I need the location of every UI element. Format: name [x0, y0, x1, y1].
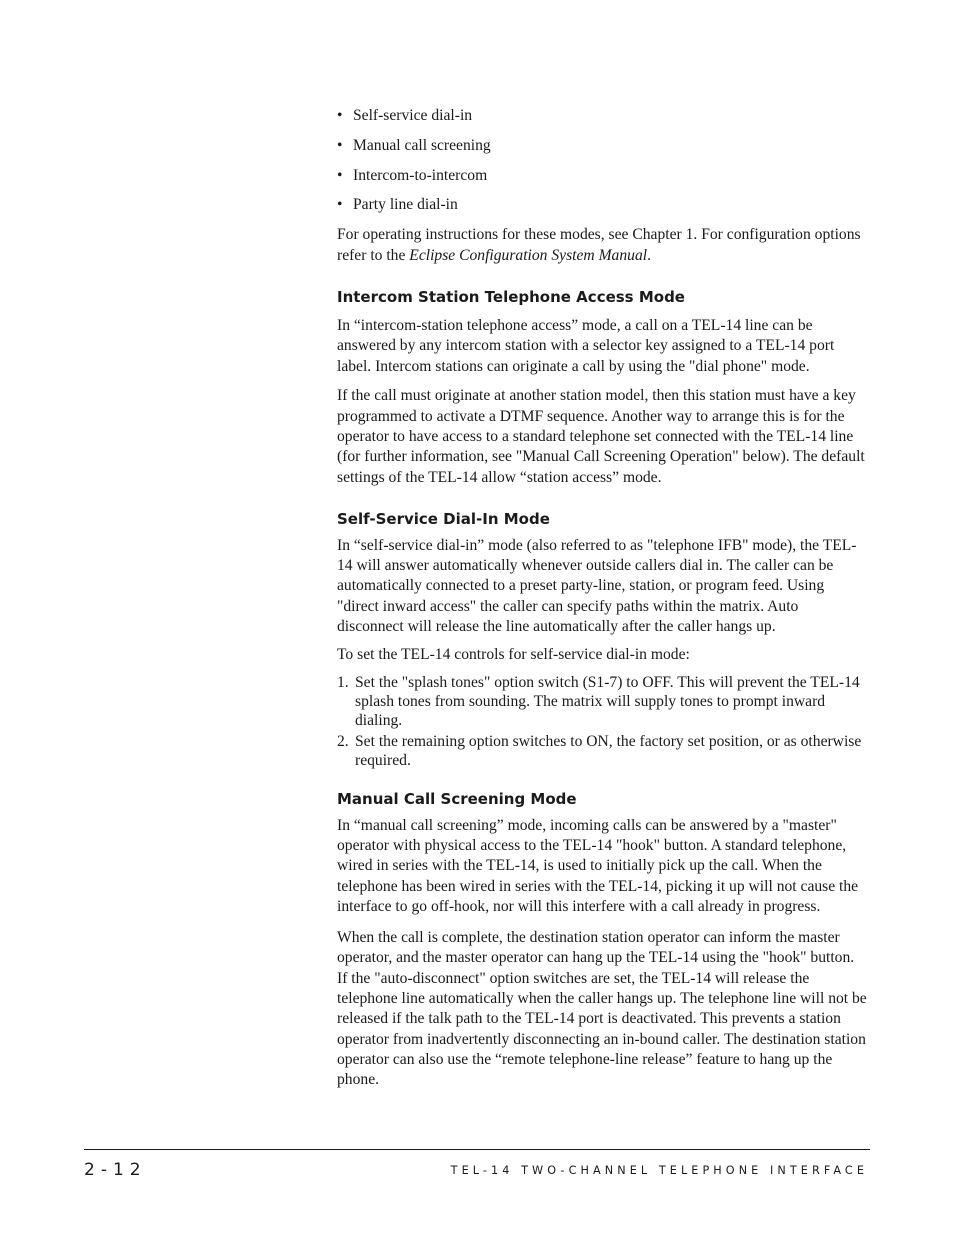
- section-heading-self-service: Self-Service Dial-In Mode: [337, 509, 550, 528]
- intro-paragraph: For operating instructions for these modes, see Chapter 1. For configuration options refer to the Eclipse Configuration System Manual.: [337, 226, 861, 264]
- manual-paragraph-2: When the call is complete, the destination station operator can inform the master operator, and the master operator can hang up the TEL-14 using the "hook" button. If the "auto-disconnect" option switches are set, the TEL-14 will release the telephone line automatically when the caller hangs up. The telephone line will not be released if the talk path to the TEL-14 port is deactivated. This prevents a station operator from inadvertently disconnecting an in-bound caller. The destination station operator can also use the “remote telephone-line release” feature to hang up the phone.: [337, 929, 867, 1089]
- list-item: 1. Set the "splash tones" option switch (S1-7) to OFF. This will prevent the TEL-14 splash tones from sounding. The matrix will supply tones to prompt inward dialing.: [337, 673, 860, 729]
- intercom-paragraph-2: If the call must originate at another station model, then this station must have a key programmed to activate a DTMF sequence. Another way to arrange this is for the operator to have access to a standard telephone set connected with the TEL-14 line (for further information, see "Manual Call Screening Operation" below). The default settings of the TEL-14 allow “station access” mode.: [337, 387, 865, 486]
- self-service-paragraph-2: To set the TEL-14 controls for self-service dial-in mode:: [337, 646, 690, 664]
- list-item: • Manual call screening: [337, 136, 868, 156]
- section-heading-manual-screening: Manual Call Screening Mode: [337, 789, 577, 808]
- bullet-icon: •: [337, 196, 343, 214]
- list-item: • Intercom-to-intercom: [337, 166, 868, 186]
- list-item: 2. Set the remaining option switches to ON, the factory set position, or as otherwise required.: [337, 732, 862, 769]
- bullet-icon: •: [337, 166, 343, 184]
- bullet-icon: •: [337, 136, 343, 154]
- manual-paragraph-1: In “manual call screening” mode, incoming calls can be answered by a "master" operator with physical access to the TEL-14 "hook" button. A standard telephone, wired in series with the TEL-14, is used to initially pick up the call. When the telephone has been wired in series with the TEL-14, picking it up will not cause the interface to go off-hook, nor will this interfere with a call already in progress.: [337, 816, 859, 915]
- page-number: 2-12: [84, 1160, 147, 1180]
- list-item: • Self-service dial-in: [337, 106, 868, 126]
- running-title: TEL-14 TWO-CHANNEL TELEPHONE INTERFACE: [450, 1164, 868, 1177]
- bullet-icon: •: [337, 107, 343, 124]
- self-service-steps: [337, 673, 868, 770]
- intercom-paragraph-1: In “intercom-station telephone access” mode, a call on a TEL-14 line can be answered by any intercom station with a selector key assigned to a TEL-14 port label. Intercom stations can originate a call by using the "dial phone" mode.: [337, 316, 835, 375]
- section-heading-intercom: Intercom Station Telephone Access Mode: [337, 287, 685, 306]
- manual-reference: Eclipse Configuration System Manual: [409, 246, 648, 264]
- page-content: [337, 106, 868, 1091]
- footer-divider: [84, 1149, 870, 1150]
- list-item: • Party line dial-in: [337, 195, 868, 215]
- mode-list: [337, 106, 868, 215]
- self-service-paragraph-1: In “self-service dial-in” mode (also referred to as "telephone IFB" mode), the TEL-14 will answer automatically whenever outside callers dial in. The caller can be automatically connected to a preset party-line, station, or program feed. Using "direct inward access" the caller can specify paths within the matrix. Auto disconnect will release the line automatically after the caller hangs up.: [337, 536, 857, 636]
